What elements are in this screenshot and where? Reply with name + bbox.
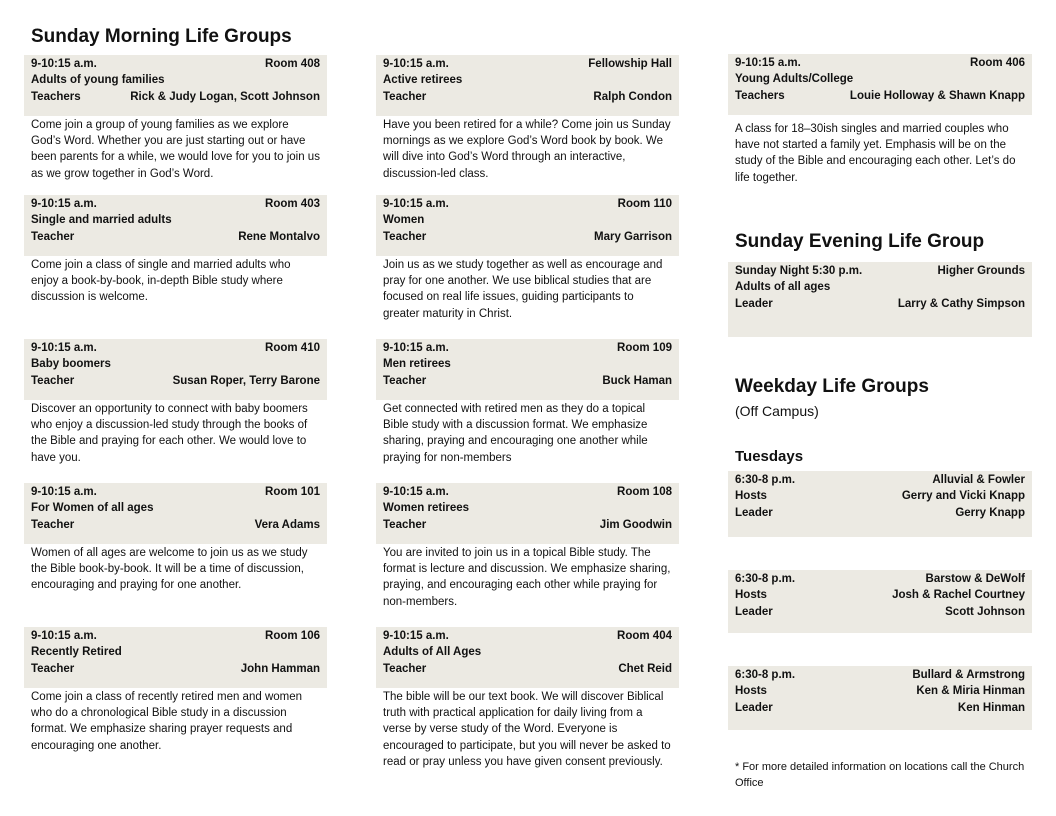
group-leader: Rene Montalvo bbox=[238, 230, 320, 243]
group-leader: Chet Reid bbox=[618, 662, 672, 675]
group-location: Room 109 bbox=[617, 342, 672, 354]
hosts-value: Ken & Miria Hinman bbox=[916, 685, 1025, 698]
group-description: Discover an opportunity to connect with baby boomers who enjoy a discussion-led study through the books of the Bible and praying for each other. We would love to have you. bbox=[31, 403, 308, 464]
weekday-group-card bbox=[728, 666, 1032, 730]
group-description: Come join a class of recently retired men and women who do a chronological Bible study in a discussion format. We emphasize sharing prayer requests and encouraging one another. bbox=[31, 691, 303, 752]
group-description: Get connected with retired men as they do a topical Bible study with a discussion format. We emphasize sharing, praying and encouraging one another while praying for non-members bbox=[383, 403, 648, 464]
leader-value: Gerry Knapp bbox=[955, 506, 1025, 519]
group-name: Men retirees bbox=[383, 358, 451, 371]
group-name: Adults of all ages bbox=[735, 281, 831, 294]
group-time: 9-10:15 a.m. bbox=[383, 486, 449, 498]
group-location: Room 406 bbox=[970, 57, 1025, 69]
group-time: 6:30-8 p.m. bbox=[735, 474, 796, 486]
group-leader: Larry & Cathy Simpson bbox=[897, 297, 1025, 310]
group-name: Recently Retired bbox=[31, 646, 122, 659]
group-role-label: Teacher bbox=[31, 518, 75, 531]
group-role-label: Teacher bbox=[383, 90, 427, 103]
group-time: 9-10:15 a.m. bbox=[31, 486, 97, 498]
group-name: Adults of All Ages bbox=[383, 646, 482, 659]
group-location: Room 101 bbox=[265, 486, 320, 498]
sunday-morning-heading: Sunday Morning Life Groups bbox=[31, 26, 292, 47]
group-time: 6:30-8 p.m. bbox=[735, 669, 796, 681]
group-time: 6:30-8 p.m. bbox=[735, 573, 796, 585]
group-description: Come join a group of young families as we explore God’s Word. Whether you are just starting out or have been parents for a while, we would love for you to join us as we grow together in God’s Word. bbox=[31, 119, 320, 180]
hosts-value: Josh & Rachel Courtney bbox=[892, 589, 1025, 602]
footnote: * For more detailed information on locations call the Church Office bbox=[735, 761, 1025, 789]
group-leader: Jim Goodwin bbox=[599, 518, 672, 531]
group-description: The bible will be our text book. We will discover Biblical truth with practical application for daily living from a verse by verse study of the Word. Everyone is encouraged to participate, but you will never be asked to read or pray unless you have given consent previously. bbox=[383, 691, 671, 768]
group-role-label: Teacher bbox=[31, 662, 75, 675]
group-role-label: Teacher bbox=[31, 230, 75, 243]
hosts-value: Gerry and Vicki Knapp bbox=[901, 490, 1025, 503]
leader-value: Ken Hinman bbox=[957, 701, 1025, 714]
group-time: 9-10:15 a.m. bbox=[31, 342, 97, 354]
group-card-header bbox=[376, 627, 679, 688]
group-time: 9-10:15 a.m. bbox=[383, 58, 449, 70]
group-role-label: Leader bbox=[735, 297, 773, 310]
group-card-header bbox=[376, 55, 679, 116]
group-description: A class for 18–30ish singles and married couples who have not started a family yet. Emphasis will be on the study of the Bible and encouraging each other. Let’s do life together. bbox=[735, 123, 1016, 184]
group-role-label: Teacher bbox=[383, 374, 427, 387]
group-time: 9-10:15 a.m. bbox=[383, 198, 449, 210]
group-name: For Women of all ages bbox=[31, 502, 154, 515]
group-time: 9-10:15 a.m. bbox=[735, 57, 801, 69]
weekday-subheading: (Off Campus) bbox=[735, 403, 819, 419]
weekday-group-card bbox=[728, 570, 1032, 633]
group-role-label: Teacher bbox=[383, 518, 427, 531]
group-role-label: Teacher bbox=[383, 230, 427, 243]
group-location: Room 408 bbox=[265, 58, 320, 70]
group-location: Room 403 bbox=[265, 198, 320, 210]
group-leader: Rick & Judy Logan, Scott Johnson bbox=[130, 90, 320, 103]
group-description: Women of all ages are welcome to join us as we study the Bible book-by-book. It will be a time of discussion, encouraging and praying for one another. bbox=[31, 547, 308, 592]
group-name: Women retirees bbox=[383, 502, 470, 515]
group-description: Have you been retired for a while? Come join us Sunday mornings as we explore God’s Word book by book. We will dive into God’s Word through an interactive, discussion-led class. bbox=[383, 119, 671, 180]
group-role-label: Teacher bbox=[383, 662, 427, 675]
group-description: Join us as we study together as well as encourage and pray for one another. We use biblical studies that are focused on real life issues, guiding participants to greater maturity in Christ. bbox=[383, 259, 663, 320]
group-time: 9-10:15 a.m. bbox=[31, 198, 97, 210]
group-location: Room 108 bbox=[617, 486, 672, 498]
group-leader: Louie Holloway & Shawn Knapp bbox=[849, 89, 1025, 102]
group-card-header bbox=[24, 195, 327, 256]
tuesdays-heading: Tuesdays bbox=[735, 448, 804, 465]
group-location: Room 106 bbox=[265, 630, 320, 642]
group-location: Fellowship Hall bbox=[588, 58, 672, 70]
group-location: Bullard & Armstrong bbox=[912, 669, 1025, 681]
hosts-label: Hosts bbox=[735, 589, 767, 602]
leader-label: Leader bbox=[735, 701, 773, 714]
leader-label: Leader bbox=[735, 605, 773, 618]
group-description: Come join a class of single and married adults who enjoy a book-by-book, in-depth Bible study where discussion is welcome. bbox=[31, 259, 291, 304]
group-description: You are invited to join us in a topical Bible study. The format is lecture and discussion. We emphasize sharing, praying, and encouraging each other while praying for non-members. bbox=[383, 547, 671, 608]
group-name: Women bbox=[383, 214, 425, 227]
leader-label: Leader bbox=[735, 506, 773, 519]
group-leader: John Hamman bbox=[240, 662, 320, 675]
group-name: Baby boomers bbox=[31, 358, 111, 371]
group-card-header bbox=[24, 55, 327, 116]
group-leader: Vera Adams bbox=[254, 518, 320, 531]
group-location: Room 410 bbox=[265, 342, 320, 354]
sunday-evening-heading: Sunday Evening Life Group bbox=[735, 231, 985, 252]
hosts-label: Hosts bbox=[735, 685, 767, 698]
group-leader: Ralph Condon bbox=[593, 90, 672, 103]
group-name: Active retirees bbox=[383, 74, 463, 87]
group-time: 9-10:15 a.m. bbox=[383, 342, 449, 354]
group-card-header bbox=[376, 339, 679, 400]
group-card-header bbox=[728, 54, 1032, 115]
group-role-label: Teachers bbox=[31, 90, 81, 103]
group-location: Higher Grounds bbox=[937, 265, 1025, 277]
group-time: 9-10:15 a.m. bbox=[383, 630, 449, 642]
group-leader: Buck Haman bbox=[602, 374, 672, 387]
group-name: Young Adults/College bbox=[735, 73, 854, 86]
group-role-label: Teacher bbox=[31, 374, 75, 387]
group-card-header bbox=[24, 339, 327, 400]
weekday-heading: Weekday Life Groups bbox=[735, 376, 929, 397]
weekday-group-card bbox=[728, 471, 1032, 537]
hosts-label: Hosts bbox=[735, 490, 767, 503]
group-card-header bbox=[24, 627, 327, 688]
group-leader: Susan Roper, Terry Barone bbox=[172, 374, 320, 387]
group-card-header bbox=[376, 483, 679, 544]
group-name: Single and married adults bbox=[31, 214, 172, 227]
group-role-label: Teachers bbox=[735, 89, 785, 102]
leader-value: Scott Johnson bbox=[945, 605, 1025, 618]
group-location: Room 404 bbox=[617, 630, 672, 642]
group-time: 9-10:15 a.m. bbox=[31, 630, 97, 642]
group-card-header bbox=[24, 483, 327, 544]
group-location: Room 110 bbox=[617, 198, 672, 210]
evening-group-card bbox=[728, 262, 1032, 337]
group-leader: Mary Garrison bbox=[594, 230, 672, 243]
group-card-header bbox=[376, 195, 679, 256]
group-location: Barstow & DeWolf bbox=[925, 573, 1025, 585]
group-time: Sunday Night 5:30 p.m. bbox=[735, 265, 863, 277]
group-name: Adults of young families bbox=[31, 74, 165, 87]
group-time: 9-10:15 a.m. bbox=[31, 58, 97, 70]
group-location: Alluvial & Fowler bbox=[932, 474, 1025, 486]
